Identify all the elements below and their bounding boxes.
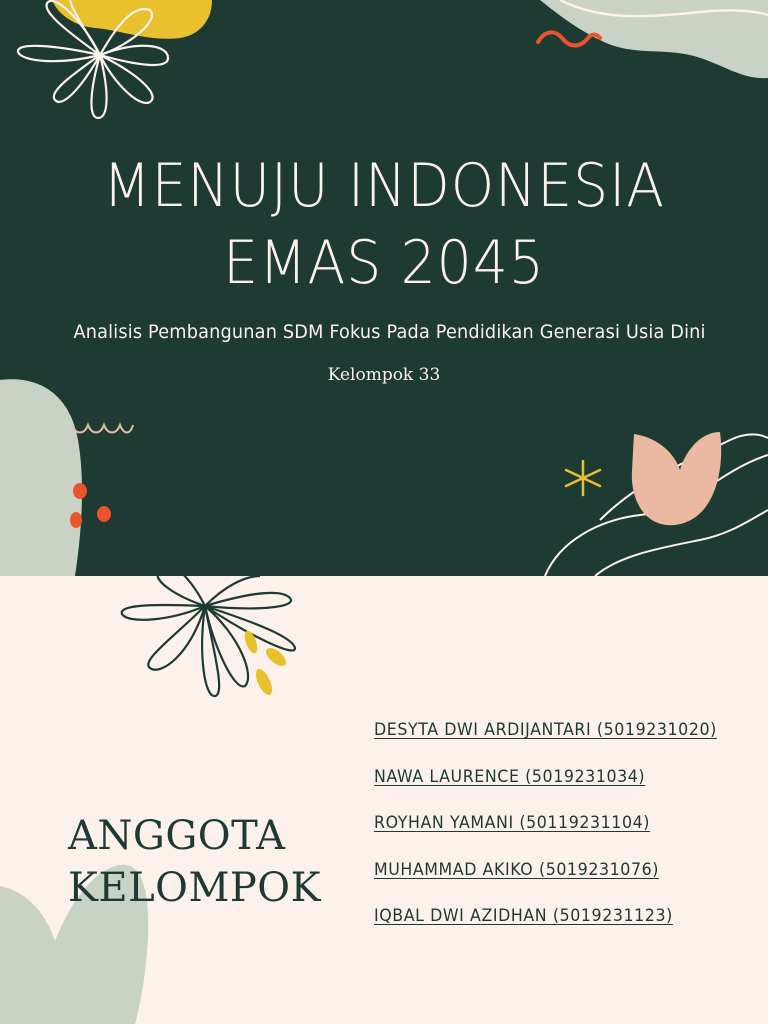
member-list xyxy=(374,720,731,953)
sparkle-icon xyxy=(566,461,600,495)
member-item[interactable]: NAWA LAURENCE (5019231034) xyxy=(374,766,646,786)
title-line-1: MENUJU INDONESIA xyxy=(103,151,665,221)
sage-blob-icon xyxy=(540,0,768,78)
members-heading xyxy=(68,810,321,914)
member-item[interactable]: IQBAL DWI AZIDHAN (5019231123) xyxy=(374,906,673,925)
yellow-dots-icon xyxy=(242,629,289,697)
member-item[interactable]: MUHAMMAD AKIKO (5019231076) xyxy=(374,859,660,879)
squiggle-icon xyxy=(538,32,600,45)
cover-title xyxy=(31,148,738,302)
group-label: Kelompok 33 xyxy=(327,365,441,385)
small-wave-icon xyxy=(72,425,133,433)
flower-outline-icon xyxy=(122,576,295,696)
sage-left-blob-icon xyxy=(0,379,82,576)
title-line-2: EMAS 2045 xyxy=(223,228,545,298)
cover-subtitle: Analisis Pembangunan SDM Fokus Pada Pendidikan Generasi Usia Dini xyxy=(73,321,706,343)
member-item[interactable]: DESYTA DWI ARDIJANTARI (5019231020) xyxy=(374,720,717,739)
tulip-icon xyxy=(632,432,721,525)
members-heading-line-2: KELOMPOK xyxy=(68,865,321,911)
member-item[interactable]: ROYHAN YAMANI (50119231104) xyxy=(374,813,651,832)
members-heading-line-1: ANGGOTA xyxy=(68,813,286,859)
